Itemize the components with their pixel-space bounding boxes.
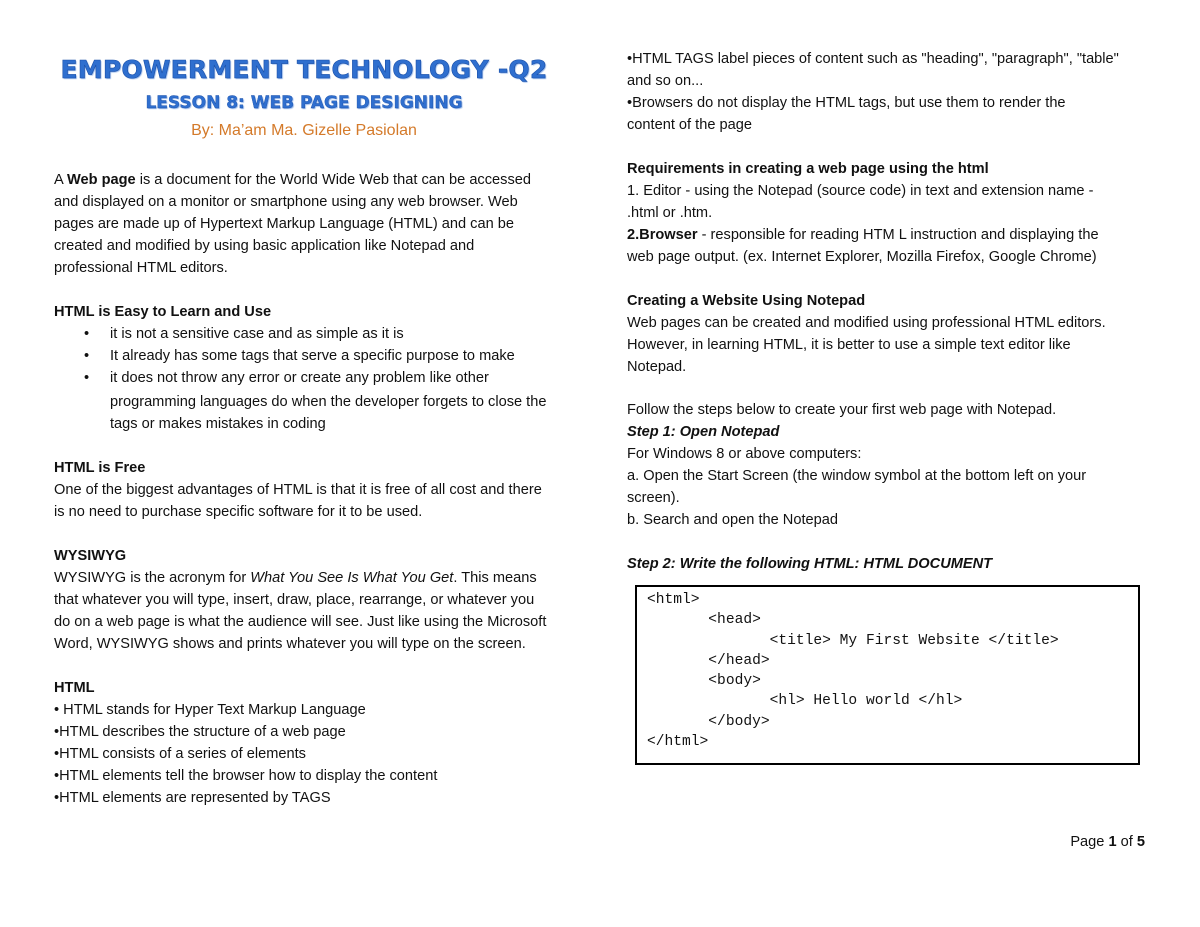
html-item: •HTML elements tell the browser how to display the content [54, 768, 438, 784]
code-line: <title> My First Website </title> [647, 632, 1059, 649]
tags-line: •HTML TAGS label pieces of content such as "heading", "paragraph", "table" [627, 51, 1119, 67]
list-item: • it does not throw any error or create any problem like other [84, 367, 515, 389]
easy-heading: HTML is Easy to Learn and Use [54, 304, 272, 320]
requirements-line: web page output. (ex. Internet Explorer, Mozilla Firefox, Google Chrome) [627, 249, 1097, 265]
html-item: •HTML elements are represented by TAGS [54, 790, 331, 806]
step2-heading: Step 2: Write the following HTML: HTML DOCUMENT [627, 556, 993, 572]
code-line: </body> [647, 713, 770, 730]
wysiwyg-heading: WYSIWYG [54, 548, 127, 564]
tags-line: content of the page [627, 117, 752, 133]
easy-bullet-list [84, 323, 515, 389]
lesson-title: LESSON 8: WEB PAGE DESIGNING [145, 93, 463, 113]
free-heading: HTML is Free [54, 460, 146, 476]
html-item: •HTML consists of a series of elements [54, 746, 306, 762]
code-line: <body> [647, 673, 761, 690]
intro-line: professional HTML editors. [54, 260, 228, 276]
intro-line: created and modified by using basic application like Notepad and [54, 238, 475, 254]
wysiwyg-expansion: What You See Is What You Get [250, 570, 454, 586]
code-line: <html> [647, 592, 700, 608]
intro-line: A Web page is a document for the World Wide Web that can be accessed [54, 172, 531, 188]
creating-line: Web pages can be created and modified using professional HTML editors. [627, 315, 1106, 331]
step1-line: screen). [627, 490, 680, 506]
document-title: EMPOWERMENT TECHNOLOGY -Q2 [60, 55, 548, 84]
steps-intro: Follow the steps below to create your first web page with Notepad. [627, 402, 1057, 418]
web-page-term: Web page [66, 172, 136, 188]
html-heading: HTML [54, 680, 95, 696]
list-item: • It already has some tags that serve a specific purpose to make [84, 345, 515, 367]
browser-label: 2.Browser [627, 227, 698, 243]
requirements-line: .html or .htm. [627, 205, 713, 221]
page-number: Page 1 of 5 [1070, 834, 1145, 850]
tags-line: and so on... [627, 73, 704, 89]
step1-line: b. Search and open the Notepad [627, 512, 838, 528]
bullet-continuation: tags or makes mistakes in coding [110, 416, 326, 432]
wysiwyg-line: do on a web page is what the audience will see. Just like using the Microsoft [54, 614, 547, 630]
code-line: <head> [647, 612, 761, 629]
author-byline: By: Ma’am Ma. Gizelle Pasiolan [191, 122, 417, 139]
wysiwyg-line: WYSIWYG is the acronym for What You See Is What You Get. This means [54, 570, 537, 586]
bullet-continuation: programming languages do when the developer forgets to close the [110, 394, 547, 410]
creating-line: Notepad. [627, 359, 687, 375]
code-line: </head> [647, 652, 770, 669]
free-line: is no need to purchase specific software for it to be used. [54, 504, 423, 520]
step1-line: a. Open the Start Screen (the window symbol at the bottom left on your [627, 468, 1087, 484]
wysiwyg-line: that whatever you will type, insert, draw, place, rearrange, or whatever you [54, 592, 535, 608]
step1-line: For Windows 8 or above computers: [627, 446, 862, 462]
code-line: </html> [647, 734, 709, 751]
code-line: <hl> Hello world </hl> [647, 693, 963, 710]
requirements-heading: Requirements in creating a web page using the html [627, 161, 989, 177]
intro-line: and displayed on a monitor or smartphone using any web browser. Web [54, 194, 518, 210]
intro-line: pages are made up of Hypertext Markup Language (HTML) and can be [54, 216, 514, 232]
list-item: • it is not a sensitive case and as simple as it is [84, 323, 515, 345]
requirements-line: 1. Editor - using the Notepad (source code) in text and extension name - [627, 183, 1094, 199]
free-line: One of the biggest advantages of HTML is that it is free of all cost and there [54, 482, 542, 498]
creating-heading: Creating a Website Using Notepad [627, 293, 866, 309]
creating-line: However, in learning HTML, it is better to use a simple text editor like [627, 337, 1071, 353]
requirements-line: 2.Browser - responsible for reading HTM L instruction and displaying the [627, 227, 1099, 243]
tags-line: •Browsers do not display the HTML tags, but use them to render the [627, 95, 1066, 111]
html-item: • HTML stands for Hyper Text Markup Language [54, 702, 366, 718]
step1-heading: Step 1: Open Notepad [627, 424, 780, 440]
wysiwyg-line: Word, WYSIWYG shows and prints whatever you will type on the screen. [54, 636, 526, 652]
html-item: •HTML describes the structure of a web page [54, 724, 346, 740]
code-block [635, 585, 1140, 765]
